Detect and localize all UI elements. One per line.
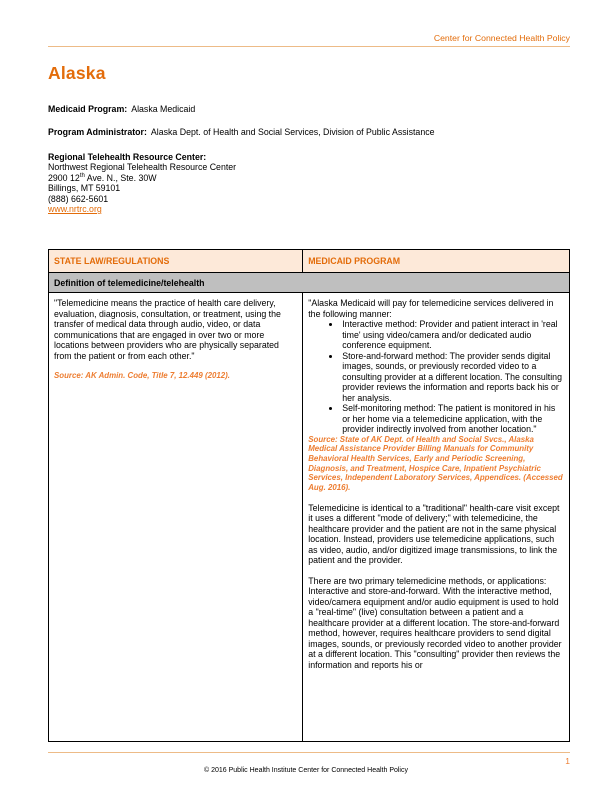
resource-center-label: Regional Telehealth Resource Center: [48,152,207,162]
medicaid-program-value: Alaska Medicaid [131,104,196,114]
table-body-row [49,293,570,742]
telemedicine-methods-list [308,319,564,435]
column-header-state-law: STATE LAW/REGULATIONS [49,250,303,273]
medicaid-program-cell [303,293,570,742]
table-header-row [49,250,570,273]
medicaid-program-label: Medicaid Program: [48,104,128,114]
medicaid-paragraph-2: There are two primary telemedicine methods, or applications: Interactive and store-and-forward. With the interactive method, video/camera equipment and/or audio equipment is used to hold a "real-time" (live) consultation between a patient and a healthcare provider at a different location. The store-and-forward method, however, requires healthcare providers to send digital images, sounds, or previously recorded video to another provider at a different location. This "consulting" provider then reviews the information and reports his or [308,575,562,670]
page-number: 1 [565,756,570,766]
resource-center-phone: (888) 662-5601 [48,193,109,204]
resource-center-name: Northwest Regional Telehealth Resource Center [48,162,237,173]
medicaid-intro-text: "Alaska Medicaid will pay for telemedicine services delivered in the following manner: [308,298,554,319]
footer-divider [48,752,570,753]
list-item-store-and-forward-method: • Store-and-forward method: The provider sends digital images, sounds, or previously recorded video to a consulting provider at a different location. The consulting provider reviews the information and reports back his or her analysis. [341,351,564,404]
header-divider [48,46,570,47]
section-header-row [49,272,570,293]
state-law-cell [49,293,303,742]
footer-copyright: © 2016 Public Health Institute Center for Connected Health Policy [204,767,408,774]
page-title: Alaska [48,63,106,83]
medicaid-source-citation: Source: State of AK Dept. of Health and Social Svcs., Alaska Medical Assistance Provider Billing Manuals for Community Behavioral Health Services, Early and Periodic Screening, Diagnosis, and Treatment, Hospice Care, Inpatient Psychiatric Services, Independent Laboratory Services, Appendices. (Accessed Aug. 2016). [308,434,563,493]
program-administrator-line [48,127,570,138]
resource-center-city: Billings, MT 59101 [48,183,121,194]
resource-center-website-link[interactable]: www.nrtrc.org [48,204,102,215]
medicaid-program-line [48,104,570,115]
resource-center-block [48,152,570,214]
section-header-definition: Definition of telemedicine/telehealth [49,272,570,293]
program-administrator-label: Program Administrator: [48,127,147,137]
resource-center-address [48,173,570,183]
column-header-medicaid-program: MEDICAID PROGRAM [303,250,570,273]
state-law-definition-paragraph: "Telemedicine means the practice of health care delivery, evaluation, diagnosis, consultation, or treatment, using the transfer of medical data through audio, video, or data communications that are engaged in over two or more locations between providers who are physically separated from the patient or from each other." [54,298,281,361]
policy-table [48,249,570,742]
list-item-interactive-method: • Interactive method: Provider and patient interact in 'real time' using video/camera and/or dedicated audio conference equipment. [341,319,564,351]
address-number: 2900 12 [48,172,80,183]
header-brand: Center for Connected Health Policy [433,33,570,43]
address-ordinal-suffix: th [79,172,85,179]
medicaid-paragraph-1: Telemedicine is identical to a "traditional" health-care visit except it uses a different "mode of delivery;" with telemedicine, the healthcare provider and the patient are not in the same physical location. Instead, providers use telemedicine applications, such as video, audio, and/or digitized image transmissions, to link the patient and the provider. [308,502,560,566]
address-street: Ave. N., Ste. 30W [84,172,157,183]
program-administrator-value: Alaska Dept. of Health and Social Services, Division of Public Assistance [150,127,435,137]
state-law-source-citation: Source: AK Admin. Code, Title 7, 12.449 (2012). [54,371,230,380]
list-item-self-monitoring-method: • Self-monitoring method: The patient is monitored in his or her home via a telemedicine application, with the provider indirectly involved from another location." [341,403,564,435]
